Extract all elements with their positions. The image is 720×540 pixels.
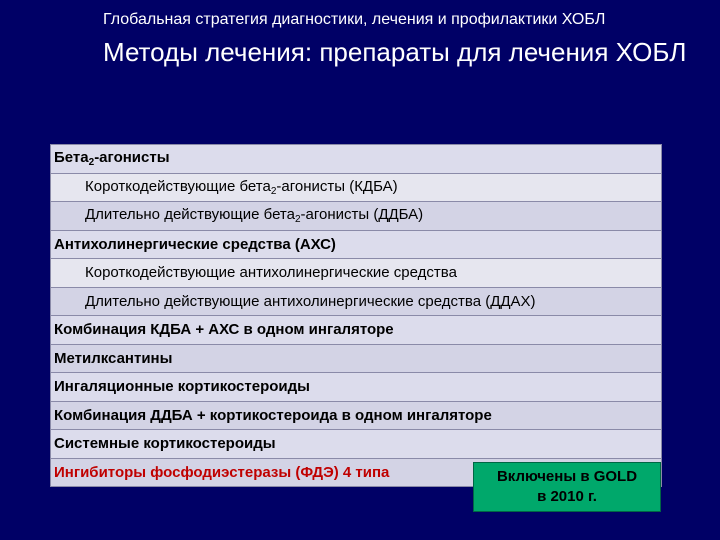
badge-line-2: в 2010 г.: [537, 488, 597, 505]
table-row: [50, 430, 662, 459]
table-row: [50, 231, 662, 260]
gold-2010-badge: [473, 462, 661, 512]
table-row: [50, 145, 662, 174]
row-label: Длительно действующие бета$_2$-агонисты (ДДБА): [85, 206, 424, 226]
slide-subtitle: Глобальная стратегия диагностики, лечения и профилактики ХОБЛ: [103, 11, 606, 28]
table-row: [50, 345, 662, 374]
table-row: [50, 373, 662, 402]
row-label: Короткодействующие антихолинергические средства: [85, 264, 457, 282]
row-label: Метилксантины: [54, 349, 173, 367]
badge-line-1: Включены в GOLD: [496, 468, 638, 485]
table-row: [50, 316, 662, 345]
table-row: [50, 402, 662, 431]
row-label: Длительно действующие антихолинергические средства (ДДАХ): [85, 292, 536, 310]
table-row: [50, 174, 662, 203]
row-label: Комбинация ДДБА + кортикостероида в одном ингаляторе: [54, 406, 492, 424]
table-row: [50, 259, 662, 288]
table-row: [50, 288, 662, 317]
row-label: Комбинация КДБА + АХС в одном ингаляторе: [54, 321, 394, 339]
drug-classes-table: [50, 144, 662, 487]
row-label: Антихолинергические средства (АХС): [54, 235, 336, 253]
row-label: Бета$_2$-агонисты: [54, 149, 170, 169]
row-label: Короткодействующие бета$_2$-агонисты (КДБА): [85, 177, 398, 197]
slide-title: Методы лечения: препараты для лечения ХОБЛ: [103, 37, 687, 67]
row-label: Ингибиторы фосфодиэстеразы (ФДЭ) 4 типа: [54, 463, 390, 481]
table-row: [50, 202, 662, 231]
row-label: Ингаляционные кортикостероиды: [54, 378, 310, 396]
row-label: Системные кортикостероиды: [54, 435, 276, 453]
